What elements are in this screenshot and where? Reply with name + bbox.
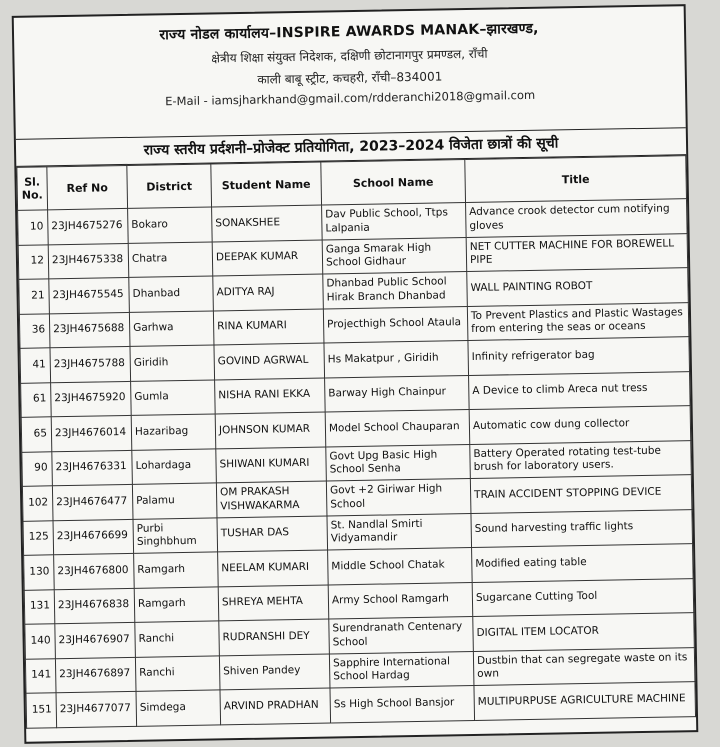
cell-school: Ganga Smarak High School Gidhaur	[322, 237, 467, 274]
cell-sl: 125	[23, 520, 54, 555]
letterhead	[14, 6, 686, 140]
office-email: E-Mail - iamsjharkhand@gmail.com/rdderanchi2018@gmail.com	[165, 87, 536, 109]
cell-sl: 130	[24, 555, 55, 590]
cell-sl: 90	[22, 451, 53, 486]
winners-table	[16, 155, 696, 728]
cell-district: Chatra	[128, 241, 213, 277]
cell-student: ARVIND PRADHAN	[220, 688, 331, 724]
cell-ref: 23JH4675545	[49, 277, 130, 313]
cell-school: Surendranath Centenary School	[329, 616, 474, 653]
cell-school: Projecthigh School Ataula	[323, 306, 468, 343]
cell-district: Hazaribag	[131, 414, 216, 450]
cell-school: Ss High School Bansjor	[330, 685, 475, 722]
cell-student: TUSHAR DAS	[217, 516, 328, 552]
cell-school: Middle School Chatak	[328, 547, 473, 584]
cell-student: DEEPAK KUMAR	[212, 240, 323, 276]
cell-ref: 23JH4675788	[50, 346, 131, 382]
cell-title: Modified eating table	[472, 544, 694, 582]
office-address: काली बाबू स्ट्रीट, कचहरी, राँची–834001	[257, 69, 443, 87]
cell-sl: 10	[18, 210, 49, 245]
cell-student: ADITYA RAJ	[213, 274, 324, 310]
cell-district: Garhwa	[129, 310, 214, 346]
cell-school: St. Nandlal Smirti Vidyamandir	[327, 513, 472, 550]
cell-school: Army School Ramgarh	[328, 582, 473, 619]
cell-school: Govt Upg Basic High School Senha	[326, 444, 471, 481]
cell-ref: 23JH4676838	[54, 588, 135, 624]
cell-ref: 23JH4675276	[48, 208, 129, 244]
cell-student: RINA KUMARI	[213, 309, 324, 345]
cell-student: NISHA RANI EKKA	[215, 378, 326, 414]
cell-ref: 23JH4676907	[55, 622, 136, 658]
cell-ref: 23JH4676897	[55, 657, 136, 693]
cell-sl: 140	[25, 624, 56, 659]
cell-title: Infinity refrigerator bag	[468, 337, 690, 375]
cell-title: Automatic cow dung collector	[469, 406, 691, 444]
cell-ref: 23JH4676800	[54, 553, 135, 589]
cell-student: SHREYA MEHTA	[218, 585, 329, 621]
cell-title: NET CUTTER MACHINE FOR BOREWELL PIPE	[466, 233, 688, 271]
cell-student: NEELAM KUMARI	[218, 550, 329, 586]
cell-student: SONAKSHEE	[212, 205, 323, 241]
cell-sl: 65	[21, 417, 52, 452]
cell-school: Hs Makatpur , Giridih	[324, 341, 469, 378]
cell-title: TRAIN ACCIDENT STOPPING DEVICE	[470, 475, 692, 513]
cell-ref: 23JH4675920	[51, 381, 132, 417]
cell-district: Gumla	[131, 379, 216, 415]
cell-district: Lohardaga	[132, 448, 217, 484]
cell-district: Ranchi	[135, 655, 220, 691]
col-header-sl: Sl. No.	[17, 167, 48, 211]
col-header-school: School Name	[321, 160, 466, 206]
cell-title: Advance crook detector cum notifying gloves	[466, 199, 688, 237]
cell-title: A Device to climb Areca nut tress	[469, 371, 691, 409]
cell-title: Sugarcane Cutting Tool	[472, 578, 694, 616]
cell-school: Sapphire International School Hardag	[329, 651, 474, 688]
col-header-student: Student Name	[211, 162, 322, 207]
cell-sl: 12	[18, 244, 49, 279]
list-title: राज्य स्तरीय प्रर्दशनी–प्रोजेक्ट प्रतियोगिता, 2023–2024 विजेता छात्रों की सूची	[16, 128, 686, 167]
cell-title: Dustbin that can segregate waste on its own	[473, 647, 695, 685]
cell-ref: 23JH4676477	[52, 484, 133, 520]
cell-title: Battery Operated rotating test-tube brush for laboratory users.	[470, 440, 692, 478]
cell-ref: 23JH4675688	[49, 312, 130, 348]
cell-student: GOVIND AGRWAL	[214, 343, 325, 379]
cell-sl: 61	[21, 382, 52, 417]
cell-district: Ramgarh	[134, 586, 219, 622]
cell-ref: 23JH4676699	[53, 519, 134, 555]
col-header-title: Title	[465, 156, 687, 203]
cell-sl: 21	[19, 279, 50, 314]
cell-district: Purbi Singhbhum	[133, 517, 218, 553]
cell-school: Barway High Chainpur	[325, 375, 470, 412]
cell-sl: 36	[19, 313, 50, 348]
cell-district: Bokaro	[128, 207, 213, 243]
cell-ref: 23JH4676014	[51, 415, 132, 451]
cell-title: Sound harvesting traffic lights	[471, 509, 693, 547]
cell-sl: 41	[20, 348, 51, 383]
document-page	[12, 4, 699, 744]
cell-sl: 151	[26, 693, 57, 728]
cell-title: To Prevent Plastics and Plastic Wastages from entering the seas or oceans	[467, 302, 689, 340]
table-body	[18, 199, 696, 728]
cell-school: Model School Chauparan	[325, 410, 470, 447]
cell-student: JOHNSON KUMAR	[215, 412, 326, 448]
cell-student: SHIWANI KUMARI	[216, 447, 327, 483]
cell-title: MULTIPURPUSE AGRICULTURE MACHINE	[474, 682, 696, 720]
cell-title: DIGITAL ITEM LOCATOR	[473, 613, 695, 651]
cell-ref: 23JH4676331	[52, 450, 133, 486]
cell-student: OM PRAKASH VISHWAKARMA	[216, 481, 327, 517]
cell-sl: 141	[25, 658, 56, 693]
cell-school: Dav Public School, Ttps Lalpania	[322, 203, 467, 240]
col-header-district: District	[127, 164, 212, 208]
cell-district: Dhanbad	[129, 276, 214, 312]
cell-student: Shiven Pandey	[219, 653, 330, 689]
cell-district: Palamu	[132, 483, 217, 519]
cell-school: Dhanbad Public School Hirak Branch Dhanbad	[323, 272, 468, 309]
cell-ref: 23JH4677077	[56, 691, 137, 727]
cell-sl: 131	[24, 589, 55, 624]
cell-school: Govt +2 Giriwar High School	[326, 479, 471, 516]
cell-district: Ramgarh	[134, 552, 219, 588]
cell-title: WALL PAINTING ROBOT	[467, 268, 689, 306]
office-title: राज्य नोडल कार्यालय–INSPIRE AWARDS MANAK–झारखण्ड,	[159, 20, 539, 44]
col-header-ref: Ref No	[47, 165, 128, 209]
office-subtitle: क्षेत्रीय शिक्षा संयुक्त निदेशक, दक्षिणी छोटानागपुर प्रमण्डल, राँची	[211, 46, 488, 66]
cell-district: Simdega	[136, 690, 221, 726]
cell-student: RUDRANSHI DEY	[219, 619, 330, 655]
cell-district: Ranchi	[135, 621, 220, 657]
cell-district: Giridih	[130, 345, 215, 381]
cell-ref: 23JH4675338	[48, 243, 129, 279]
cell-sl: 102	[22, 486, 53, 521]
